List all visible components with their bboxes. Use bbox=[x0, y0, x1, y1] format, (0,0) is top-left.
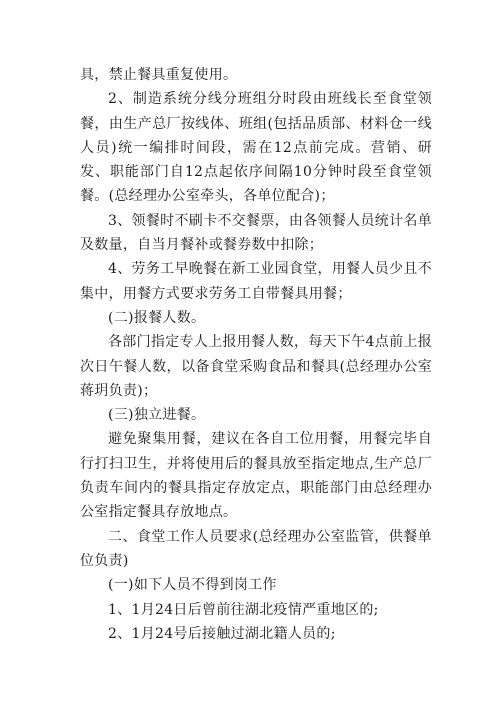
paragraph-independent-dining: 避免聚集用餐，建议在各自工位用餐，用餐完毕自行打扫卫生，并将使用后的餐具放至指定地点,生产总厂负责车间内的餐具指定存放定点，职能部门由总经理办公室指定餐具存放地点。 bbox=[80, 431, 432, 521]
list-item-restriction-2: 2、1月24号后接触过湖北籍人员的; bbox=[108, 625, 336, 642]
section-heading-canteen-staff: 二、食堂工作人员要求(总经理办公室监管，供餐单位负责) bbox=[80, 528, 432, 569]
paragraph-report-meals: 各部门指定专人上报用餐人数，每天下午4点前上报次日午餐人数，以备食堂采购食品和餐具(总经理办公室蒋玥负责)； bbox=[80, 334, 432, 399]
paragraph-item-3: 3、领餐时不刷卡不交餐票，由各领餐人员统计名单及数量，自当月餐补或餐券数中扣除； bbox=[80, 212, 432, 254]
document-body bbox=[80, 63, 432, 646]
section-heading-independent-dining: (三)独立进餐。 bbox=[108, 407, 206, 424]
paragraph-continuation: 具，禁止餐具重复使用。 bbox=[80, 67, 238, 83]
paragraph-item-2: 2、制造系统分线分班组分时段由班线长至食堂领餐，由生产总厂按线体、班组(包括品质部、材料仓一线人员)统一编排时间段，需在12点前完成。营销、研发、职能部门自12点起依序间隔10分钟时段至食堂领餐。(总经理办公室牵头，各单位配合)； bbox=[80, 91, 432, 205]
section-heading-report-meals: (二)报餐人数。 bbox=[108, 309, 206, 326]
list-item-restriction-1: 1、1月24日后曾前往湖北疫情严重地区的; bbox=[108, 601, 379, 618]
paragraph-item-4: 4、劳务工早晚餐在新工业园食堂，用餐人员少且不集中，用餐方式要求劳务工自带餐具用餐； bbox=[80, 261, 432, 302]
subsection-heading-restricted-staff: (一)如下人员不得到岗工作 bbox=[108, 577, 277, 594]
